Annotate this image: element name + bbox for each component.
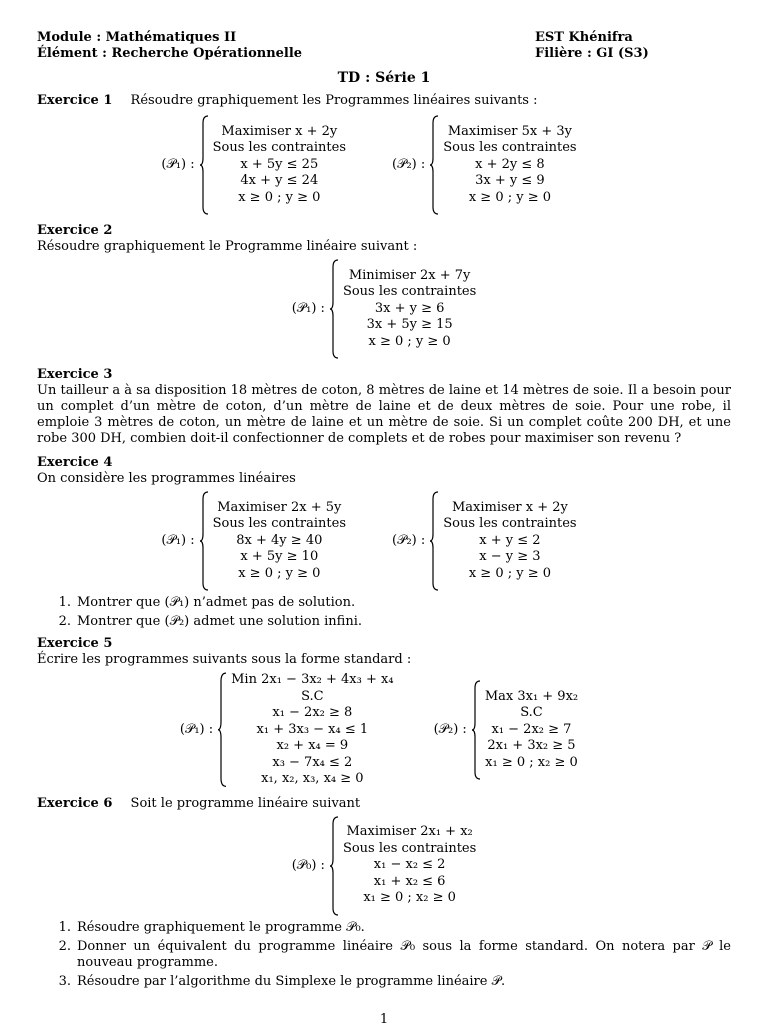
exercise-1 [37,93,731,215]
program-line: x ≥ 0 ; y ≥ 0 [368,333,451,349]
program-line: x − y ≥ 3 [479,549,541,565]
program-line: x₃ − 7x₄ ≤ 2 [272,754,353,770]
program-p1 [161,115,346,215]
program-line: x₁, x₂, x₃, x₄ ≥ 0 [261,771,364,786]
program-line: 2x₁ + 3x₂ ≥ 5 [487,738,576,753]
exercise-4-questions [37,595,731,630]
program-line: Maximiser 2x + 5y [217,499,342,515]
program-p0 [292,816,477,916]
program-line: x ≥ 0 ; y ≥ 0 [238,565,321,581]
exercise-1-title: Exercice 1 [37,93,113,108]
program-line: Sous les contraintes [443,140,577,156]
exercise-6-questions [37,920,731,990]
exercise-3 [37,367,731,447]
program-line: S.C [301,688,324,704]
program-line: 3x + y ≤ 9 [475,173,545,189]
page-title: TD : Série 1 [337,70,431,86]
list-item: 1. Résoudre graphiquement le programme 𝒫₀. [58,919,365,935]
header-right [535,30,731,62]
program-line: 3x + 5y ≥ 15 [366,317,453,333]
header-left [37,30,302,62]
exercise-5-title: Exercice 5 [37,636,113,651]
program-line: x + 2y ≤ 8 [475,156,545,172]
element-label: Élément : Recherche Opérationnelle [37,46,303,61]
program-line: x₁ + 3x₃ − x₄ ≤ 1 [256,721,369,737]
list-item: 1. Montrer que (𝒫₁) n’admet pas de solution. [58,595,356,610]
program-line: Sous les contraintes [342,284,477,300]
program-p1 [161,491,346,591]
program-line: 3x + y ≥ 6 [374,300,445,316]
exercise-2-text: Résoudre graphiquement le Programme linéaire suivant : [37,239,418,254]
program-label: (𝒫₁) : [161,157,195,172]
program-label: (𝒫₂) : [392,533,426,548]
exercise-4-text: On considère les programmes linéaires [37,471,296,486]
program-label: (𝒫₂) : [392,157,426,172]
program-line: Maximiser 5x + 3y [447,123,572,139]
exercise-3-text: Un tailleur a à sa disposition 18 mètres de coton, 8 mètres de laine et 14 mètres de soie. Il a besoin pour un complet d’un mètre de coton, d’un mètre de laine et de deux mètres de soie. Pour une robe, il emploie 3 mètres de coton, un mètre de laine et un mètre de soie. Si un complet coûte 200 DH, et une robe 300 DH, combien doit-il confectionner de complets et de robes pour maximiser son revenu ? [37,383,731,446]
program-p1 [292,259,477,359]
program-line: x ≥ 0 ; y ≥ 0 [468,189,552,205]
program-line: x₁ ≥ 0 ; x₂ ≥ 0 [485,754,578,770]
program-line: x₂ + x₄ = 9 [276,738,349,753]
program-line: x₁ − 2x₂ ≥ 8 [272,705,353,720]
left-brace-icon [329,816,339,916]
exercise-6-title: Exercice 6 [37,795,113,811]
page-number: 1 [379,1012,389,1027]
left-brace-icon [329,259,339,359]
program-line: S.C [520,705,543,720]
program-label: (𝒫₀) : [291,857,325,873]
list-item: 2. Montrer que (𝒫₂) admet une solution infini. [58,614,362,629]
program-line: x₁ ≥ 0 ; x₂ ≥ 0 [363,890,456,906]
program-p2 [392,491,577,591]
program-line: Max 3x₁ + 9x₂ [484,688,579,704]
program-line: 4x + y ≤ 24 [240,173,319,189]
left-brace-icon [217,672,227,788]
left-brace-icon [199,115,209,215]
school-label: EST Khénifra [535,30,633,45]
exercise-4 [37,455,731,630]
program-p2 [392,115,577,215]
header [37,30,731,62]
program-line: x + 5y ≥ 10 [240,549,319,565]
program-p1 [180,672,394,788]
program-line: Maximiser 2x₁ + x₂ [346,824,473,840]
module-label: Module : Mathématiques II [37,30,237,45]
list-item: 2. Donner un équivalent du programme linéaire 𝒫₀ sous la forme standard. On notera par 𝒫 le nouveau programme. [58,938,731,970]
exercise-2 [37,223,731,359]
program-line: x ≥ 0 ; y ≥ 0 [238,189,321,205]
program-line: Sous les contraintes [342,840,477,856]
program-line: x + y ≤ 2 [479,532,541,548]
filiere-label: Filière : GI (S3) [535,46,649,61]
left-brace-icon [429,491,439,591]
left-brace-icon [199,491,209,591]
program-line: Sous les contraintes [212,516,346,532]
exercise-1-text: Résoudre graphiquement les Programmes linéaires suivants : [130,93,538,108]
program-label: (𝒫₁) : [291,301,325,316]
program-line: Minimiser 2x + 7y [348,267,471,283]
exercise-6-text: Soit le programme linéaire suivant [130,795,361,811]
program-line: x₁ − 2x₂ ≥ 7 [491,721,572,737]
left-brace-icon [471,680,481,780]
program-label: (𝒫₁) : [179,721,214,737]
program-p2 [434,680,579,780]
left-brace-icon [429,115,439,215]
program-line: x ≥ 0 ; y ≥ 0 [468,565,552,581]
program-line: x₁ − x₂ ≤ 2 [373,857,446,873]
program-line: x + 5y ≤ 25 [240,156,319,172]
program-line: Sous les contraintes [212,140,346,156]
program-line: Maximiser x + 2y [452,499,568,515]
program-line: Min 2x₁ − 3x₂ + 4x₃ + x₄ [231,672,394,687]
program-line: Maximiser x + 2y [221,123,338,139]
program-label: (𝒫₁) : [161,533,195,548]
exercise-2-title: Exercice 2 [37,223,113,238]
program-line: 8x + 4y ≥ 40 [236,532,323,548]
program-line: Sous les contraintes [443,516,577,532]
list-item: 3. Résoudre par l’algorithme du Simplexe le programme linéaire 𝒫. [58,973,506,989]
exercise-5 [37,636,731,788]
exercise-6 [37,796,731,990]
document-page [37,30,731,993]
program-line: x₁ + x₂ ≤ 6 [373,873,446,889]
exercise-5-text: Écrire les programmes suivants sous la forme standard : [37,652,412,667]
exercise-3-title: Exercice 3 [37,367,113,382]
exercise-4-title: Exercice 4 [37,455,113,470]
program-label: (𝒫₂) : [433,721,467,737]
